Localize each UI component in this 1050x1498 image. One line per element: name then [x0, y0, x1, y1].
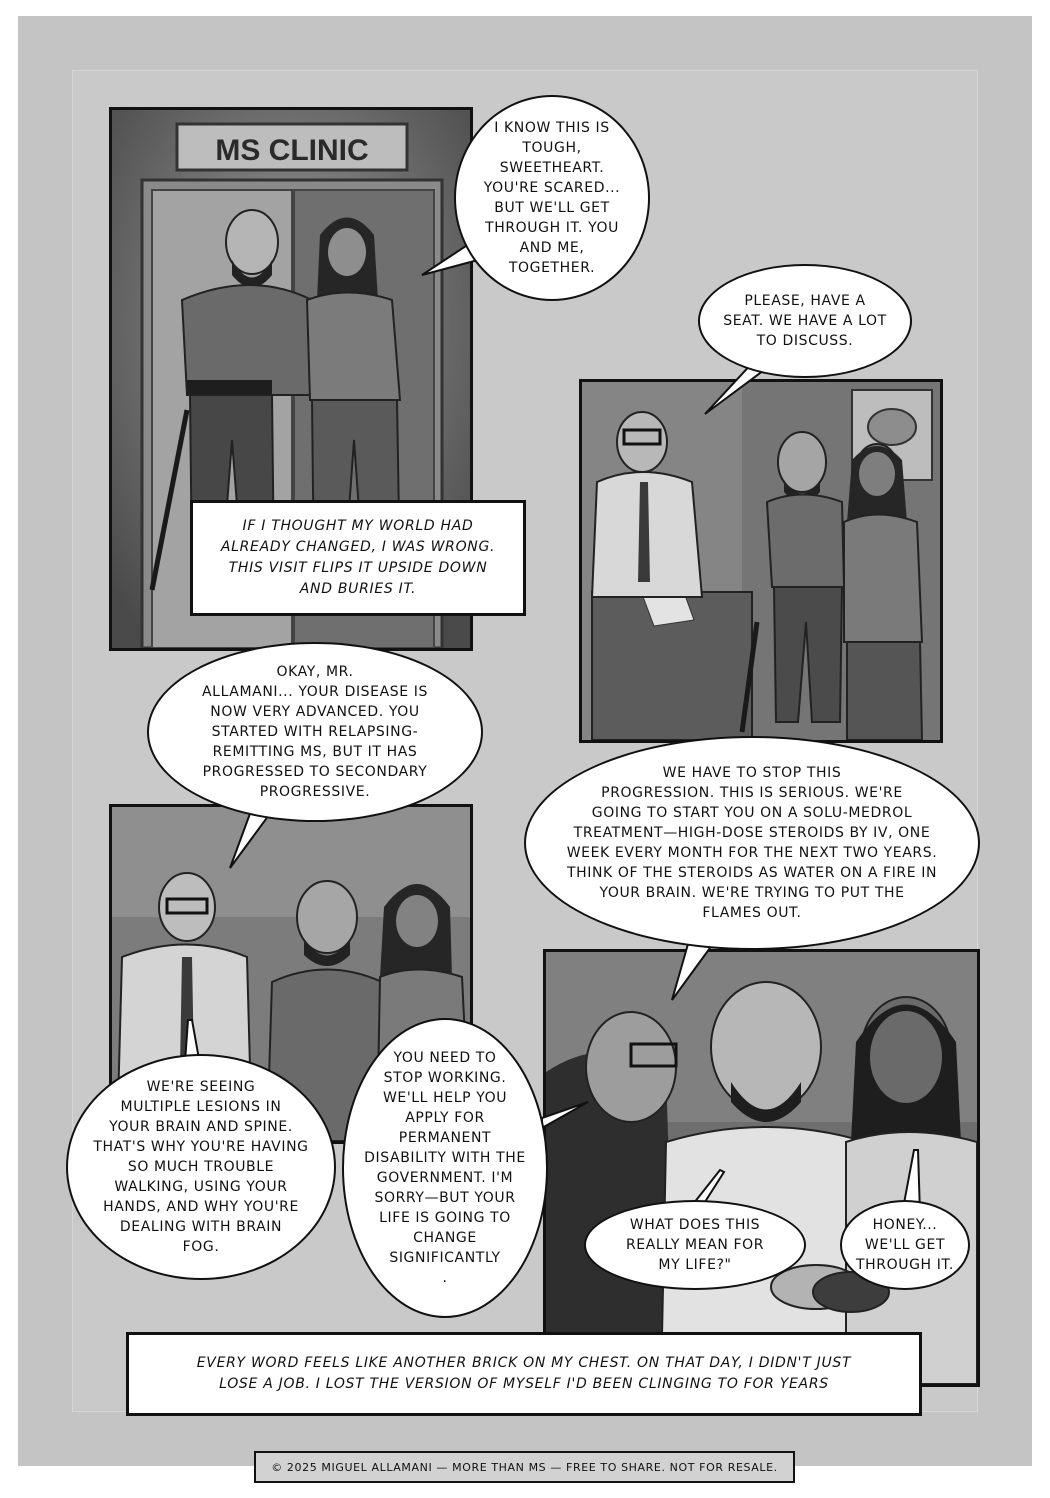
speech-bubble-text: WHAT DOES THIS REALLY MEAN FOR MY LIFE?" — [625, 1217, 765, 1273]
doctor-office-illustration — [582, 382, 940, 740]
speech-bubble-text: HONEY... WE'LL GET THROUGH IT. — [856, 1217, 954, 1273]
bubble-tail-6 — [540, 1100, 590, 1130]
speech-bubble-man — [584, 1200, 806, 1290]
copyright-text: © 2025 MIGUEL ALLAMANI — MORE THAN MS — FREE TO SHARE. NOT FOR RESALE. — [271, 1460, 778, 1474]
copyright-footer — [254, 1451, 795, 1483]
speech-bubble-text: WE HAVE TO STOP THIS PROGRESSION. THIS IS SERIOUS. WE'RE GOING TO START YOU ON A SOLU-MEDROL TREATMENT—HIGH-DOSE STEROIDS BY IV, ONE WEEK EVERY MONTH FOR THE NEXT TWO YEARS. THINK OF THE STEROIDS AS WATER ON A FIRE IN YOUR BRAIN. WE'RE TRYING TO PUT THE FLAMES OUT. — [566, 765, 938, 921]
speech-bubble-text: PLEASE, HAVE A SEAT. WE HAVE A LOT TO DISCUSS. — [723, 293, 887, 349]
speech-bubble-text: OKAY, MR. ALLAMANI... YOUR DISEASE IS NOW VERY ADVANCED. YOU STARTED WITH RELAPSING- REMITTING MS, BUT IT HAS PROGRESSED TO SECONDARY PROGRESSIVE. — [202, 664, 428, 800]
panel-doctor-office — [579, 379, 943, 743]
narration-caption-text: IF I THOUGHT MY WORLD HAD ALREADY CHANGED, I WAS WRONG. THIS VISIT FLIPS IT UPSIDE DOWN AND BURIES IT. — [220, 518, 496, 597]
speech-bubble-doctor-4 — [66, 1054, 336, 1280]
speech-bubble-doctor-3 — [524, 736, 980, 950]
speech-bubble-doctor-5 — [342, 1018, 548, 1318]
speech-bubble-doctor-1 — [698, 264, 912, 378]
clinic-sign-text: MS CLINIC — [215, 134, 369, 167]
speech-bubble-text: I KNOW THIS IS TOUGH, SWEETHEART. YOU'RE SCARED... BUT WE'LL GET THROUGH IT. YOU AND ME, TOGETHER. — [483, 120, 621, 276]
speech-bubble-doctor-2 — [147, 642, 483, 822]
speech-bubble-text: WE'RE SEEING MULTIPLE LESIONS IN YOUR BRAIN AND SPINE. THAT'S WHY YOU'RE HAVING SO MUCH TROUBLE WALKING, USING YOUR HANDS, AND WHY YOU'RE DEALING WITH BRAIN FOG. — [93, 1079, 309, 1255]
narration-caption-2 — [126, 1332, 922, 1416]
narration-caption-text: EVERY WORD FEELS LIKE ANOTHER BRICK ON MY CHEST. ON THAT DAY, I DIDN'T JUST LOSE A JOB. I LOST THE VERSION OF MYSELF I'D BEEN CLINGING TO FOR YEARS — [196, 1355, 852, 1392]
speech-bubble-woman-2 — [840, 1200, 970, 1290]
speech-bubble-text: YOU NEED TO STOP WORKING. WE'LL HELP YOU APPLY FOR PERMANENT DISABILITY WITH THE GOVERNMENT. I'M SORRY—BUT YOUR LIFE IS GOING TO CHANGE SIGNIFICANTLY . — [364, 1050, 526, 1286]
narration-caption-1 — [190, 500, 526, 616]
speech-bubble-woman-1 — [454, 95, 650, 301]
